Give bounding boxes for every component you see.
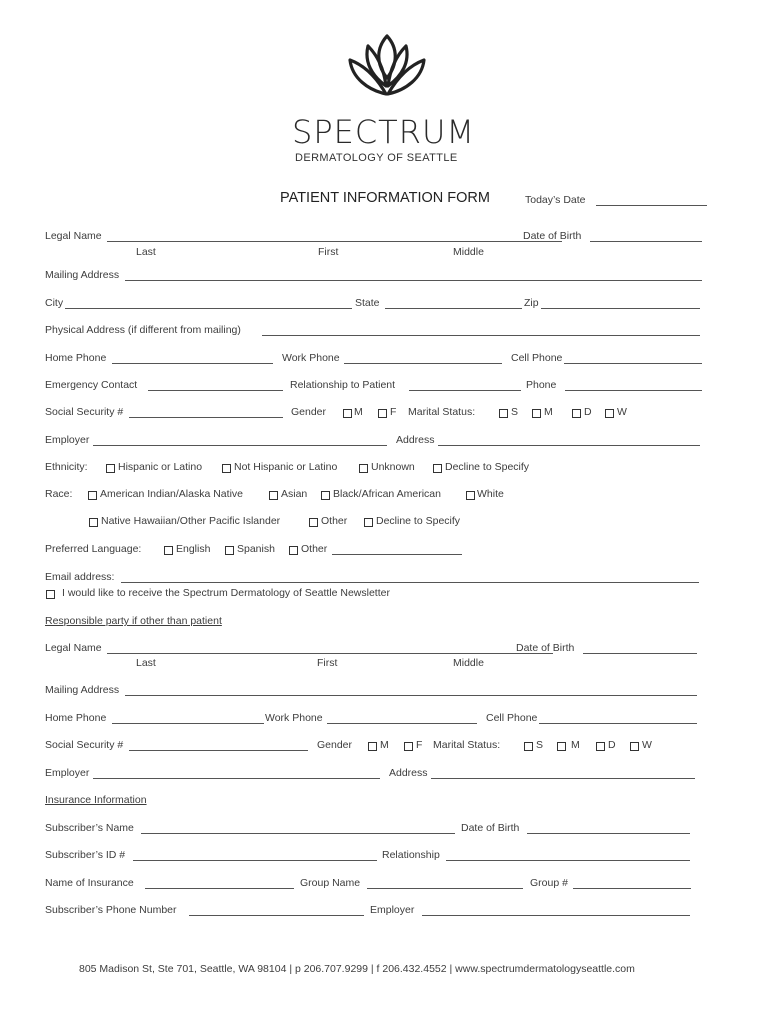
ssn-label: Social Security #	[45, 406, 124, 418]
resp-dob-label: Date of Birth	[516, 642, 575, 654]
zip-label: Zip	[524, 297, 539, 309]
subscriber-id-label: Subscriber’s ID #	[45, 849, 126, 861]
language-other-field[interactable]	[332, 543, 462, 555]
gender-m-label: M	[354, 406, 363, 418]
resp-cell-phone-label: Cell Phone	[486, 712, 538, 724]
race-black-label: Black/African American	[333, 488, 441, 500]
relationship-field[interactable]	[409, 379, 521, 391]
marital-w-label: W	[617, 406, 627, 418]
resp-first-sublabel: First	[317, 657, 338, 669]
ethnicity-not-hispanic-checkbox[interactable]	[222, 464, 231, 473]
subscriber-phone-label: Subscriber’s Phone Number	[45, 904, 177, 916]
language-other-checkbox[interactable]	[289, 546, 298, 555]
race-asian-checkbox[interactable]	[269, 491, 278, 500]
legal-name-field[interactable]	[107, 230, 562, 242]
gender-f-checkbox[interactable]	[378, 409, 387, 418]
form-title: PATIENT INFORMATION FORM	[280, 190, 490, 206]
todays-date-label: Today’s Date	[525, 194, 586, 206]
language-spanish-label: Spanish	[237, 543, 275, 555]
ins-relationship-label: Relationship	[382, 849, 440, 861]
resp-gender-label: Gender	[317, 739, 353, 751]
resp-marital-d-checkbox[interactable]	[596, 742, 605, 751]
resp-marital-s-label: S	[536, 739, 544, 751]
resp-gender-f-label: F	[416, 739, 423, 751]
work-phone-field[interactable]	[344, 352, 502, 364]
brand-subtitle: DERMATOLOGY OF SEATTLE	[295, 152, 458, 164]
group-name-field[interactable]	[367, 877, 523, 889]
subscriber-id-field[interactable]	[133, 849, 377, 861]
race-black-checkbox[interactable]	[321, 491, 330, 500]
footer-address: 805 Madison St, Ste 701, Seattle, WA 98104 | p 206.707.9299 | f 206.432.4552 | www.spectrumdermatologyseattle.com	[79, 963, 635, 975]
race-other-checkbox[interactable]	[309, 518, 318, 527]
ethnicity-hispanic-checkbox[interactable]	[106, 464, 115, 473]
resp-marital-m-checkbox[interactable]	[557, 742, 566, 751]
subscriber-name-label: Subscriber’s Name	[45, 822, 134, 834]
resp-mailing-address-label: Mailing Address	[45, 684, 120, 696]
ins-employer-field[interactable]	[422, 904, 690, 916]
resp-dob-field[interactable]	[583, 642, 697, 654]
email-field[interactable]	[121, 571, 699, 583]
middle-sublabel: Middle	[453, 246, 484, 258]
mailing-address-field[interactable]	[125, 269, 702, 281]
gender-f-label: F	[390, 406, 397, 418]
gender-m-checkbox[interactable]	[343, 409, 352, 418]
brand-name: SPECTRUM	[292, 113, 475, 151]
marital-status-label: Marital Status:	[408, 406, 476, 418]
language-spanish-checkbox[interactable]	[225, 546, 234, 555]
language-english-label: English	[176, 543, 211, 555]
marital-m-label: M	[544, 406, 553, 418]
marital-w-checkbox[interactable]	[605, 409, 614, 418]
group-number-field[interactable]	[573, 877, 691, 889]
resp-marital-d-label: D	[608, 739, 616, 751]
marital-s-checkbox[interactable]	[499, 409, 508, 418]
language-english-checkbox[interactable]	[164, 546, 173, 555]
employer-field[interactable]	[93, 434, 387, 446]
cell-phone-field[interactable]	[564, 352, 702, 364]
physical-address-label: Physical Address (if different from mailing)	[45, 324, 241, 336]
work-phone-label: Work Phone	[282, 352, 340, 364]
state-field[interactable]	[385, 297, 522, 309]
race-other-label: Other	[321, 515, 348, 527]
resp-marital-m-label: M	[571, 739, 580, 751]
email-label: Email address:	[45, 571, 115, 583]
resp-marital-status-label: Marital Status:	[433, 739, 501, 751]
last-sublabel: Last	[136, 246, 156, 258]
dob-field[interactable]	[590, 230, 702, 242]
address-field[interactable]	[438, 434, 700, 446]
lotus-logo	[346, 34, 428, 104]
resp-gender-m-label: M	[380, 739, 389, 751]
resp-employer-label: Employer	[45, 767, 90, 779]
marital-s-label: S	[511, 406, 519, 418]
cell-phone-label: Cell Phone	[511, 352, 563, 364]
city-label: City	[45, 297, 64, 309]
resp-home-phone-field[interactable]	[112, 712, 264, 724]
state-label: State	[355, 297, 380, 309]
emergency-contact-label: Emergency Contact	[45, 379, 138, 391]
emergency-contact-field[interactable]	[148, 379, 283, 391]
relationship-label: Relationship to Patient	[290, 379, 396, 391]
resp-middle-sublabel: Middle	[453, 657, 484, 669]
insurance-name-label: Name of Insurance	[45, 877, 134, 889]
race-pacific-islander-checkbox[interactable]	[89, 518, 98, 527]
gender-label: Gender	[291, 406, 327, 418]
subscriber-name-field[interactable]	[141, 822, 455, 834]
ethnicity-unknown-checkbox[interactable]	[359, 464, 368, 473]
ethnicity-decline-label: Decline to Specify	[445, 461, 530, 473]
resp-cell-phone-field[interactable]	[539, 712, 697, 724]
employer-label: Employer	[45, 434, 90, 446]
resp-marital-w-label: W	[642, 739, 652, 751]
race-decline-label: Decline to Specify	[376, 515, 461, 527]
address-label: Address	[396, 434, 435, 446]
resp-ssn-field[interactable]	[129, 739, 308, 751]
insurance-heading: Insurance Information	[45, 794, 147, 806]
first-sublabel: First	[318, 246, 339, 258]
todays-date-field[interactable]	[596, 194, 707, 206]
resp-gender-f-checkbox[interactable]	[404, 742, 413, 751]
zip-field[interactable]	[541, 297, 700, 309]
resp-ssn-label: Social Security #	[45, 739, 124, 751]
insurance-name-field[interactable]	[145, 877, 294, 889]
resp-mailing-address-field[interactable]	[125, 684, 697, 696]
race-white-label: White	[477, 488, 504, 500]
physical-address-field[interactable]	[262, 324, 700, 336]
home-phone-field[interactable]	[112, 352, 273, 364]
resp-address-label: Address	[389, 767, 428, 779]
race-native-american-label: American Indian/Alaska Native	[100, 488, 243, 500]
group-number-label: Group #	[530, 877, 568, 889]
race-pacific-islander-label: Native Hawaiian/Other Pacific Islander	[101, 515, 281, 527]
ins-relationship-field[interactable]	[446, 849, 690, 861]
race-decline-checkbox[interactable]	[364, 518, 373, 527]
group-name-label: Group Name	[300, 877, 361, 889]
language-other-label: Other	[301, 543, 328, 555]
subscriber-phone-field[interactable]	[189, 904, 364, 916]
ssn-field[interactable]	[129, 406, 283, 418]
home-phone-label: Home Phone	[45, 352, 107, 364]
newsletter-label: I would like to receive the Spectrum Dermatology of Seattle Newsletter	[62, 587, 390, 599]
resp-last-sublabel: Last	[136, 657, 156, 669]
mailing-address-label: Mailing Address	[45, 269, 120, 281]
resp-work-phone-label: Work Phone	[265, 712, 323, 724]
ethnicity-hispanic-label: Hispanic or Latino	[118, 461, 203, 473]
newsletter-checkbox[interactable]	[46, 590, 55, 599]
legal-name-label: Legal Name	[45, 230, 102, 242]
ins-dob-field[interactable]	[527, 822, 690, 834]
ins-employer-label: Employer	[370, 904, 415, 916]
marital-m-checkbox[interactable]	[532, 409, 541, 418]
dob-label: Date of Birth	[523, 230, 582, 242]
race-label: Race:	[45, 488, 73, 500]
ins-dob-label: Date of Birth	[461, 822, 520, 834]
race-native-american-checkbox[interactable]	[88, 491, 97, 500]
responsible-heading: Responsible party if other than patient	[45, 615, 222, 627]
phone-field[interactable]	[565, 379, 702, 391]
resp-employer-field[interactable]	[93, 767, 380, 779]
ethnicity-not-hispanic-label: Not Hispanic or Latino	[234, 461, 338, 473]
race-white-checkbox[interactable]	[466, 491, 475, 500]
resp-legal-name-label: Legal Name	[45, 642, 102, 654]
marital-d-label: D	[584, 406, 592, 418]
ethnicity-decline-checkbox[interactable]	[433, 464, 442, 473]
resp-home-phone-label: Home Phone	[45, 712, 107, 724]
resp-gender-m-checkbox[interactable]	[368, 742, 377, 751]
resp-marital-s-checkbox[interactable]	[524, 742, 533, 751]
resp-address-field[interactable]	[431, 767, 695, 779]
marital-d-checkbox[interactable]	[572, 409, 581, 418]
race-asian-label: Asian	[281, 488, 308, 500]
ethnicity-unknown-label: Unknown	[371, 461, 415, 473]
preferred-language-label: Preferred Language:	[45, 543, 142, 555]
phone-label: Phone	[526, 379, 557, 391]
resp-work-phone-field[interactable]	[327, 712, 477, 724]
resp-legal-name-field[interactable]	[107, 642, 553, 654]
ethnicity-label: Ethnicity:	[45, 461, 88, 473]
city-field[interactable]	[65, 297, 352, 309]
resp-marital-w-checkbox[interactable]	[630, 742, 639, 751]
